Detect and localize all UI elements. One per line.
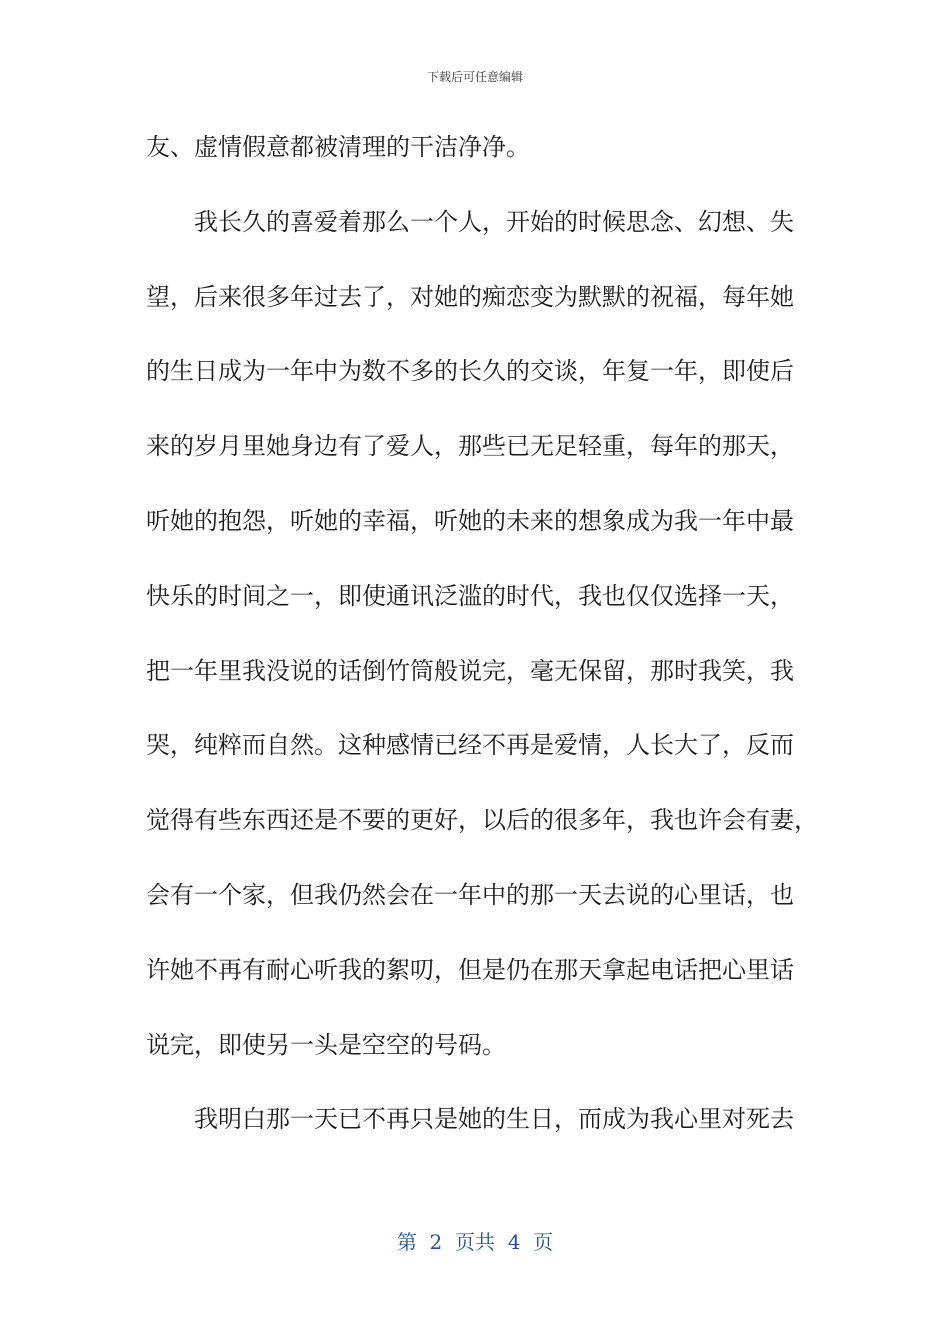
text-line: 把一年里我没说的话倒竹筒般说完，毫无保留，那时我笑，我	[146, 656, 794, 685]
page-number-footer: 第 2 页共 4 页	[396, 1230, 554, 1254]
page-header: 下载后可任意编辑	[426, 70, 523, 84]
text-line: 觉得有些东西还是不要的更好，以后的很多年，我也许会有妻，	[146, 806, 818, 835]
text-line: 来的岁月里她身边有了爱人，那些已无足轻重，每年的那天，	[146, 432, 794, 461]
text-line: 会有一个家，但我仍然会在一年中的那一天去说的心里话，也	[146, 880, 794, 909]
text-line: 听她的抱怨，听她的幸福，听她的未来的想象成为我一年中最	[146, 506, 794, 535]
text-line: 快乐的时间之一，即使通讯泛滥的时代，我也仅仅选择一天，	[146, 581, 794, 610]
document-body	[146, 125, 818, 1172]
text-line: 友、虚情假意都被清理的干洁净净。	[146, 133, 530, 161]
text-line: 望，后来很多年过去了，对她的痴恋变为默默的祝福，每年她	[146, 282, 794, 311]
text-line: 的生日成为一年中为数不多的长久的交谈，年复一年，即使后	[146, 357, 794, 386]
paragraph-start-line: 我明白那一天已不再只是她的生日，而成为我心里对死去	[194, 1105, 794, 1134]
text-line: 许她不再有耐心听我的絮叨，但是仍在那天拿起电话把心里话	[146, 955, 794, 984]
paragraph-start-line: 我长久的喜爱着那么一个人，开始的时候思念、幻想、失	[194, 207, 794, 236]
text-line: 哭，纯粹而自然。这种感情已经不再是爱情，人长大了，反而	[146, 731, 794, 760]
text-line: 说完，即使另一头是空空的号码。	[146, 1030, 506, 1059]
